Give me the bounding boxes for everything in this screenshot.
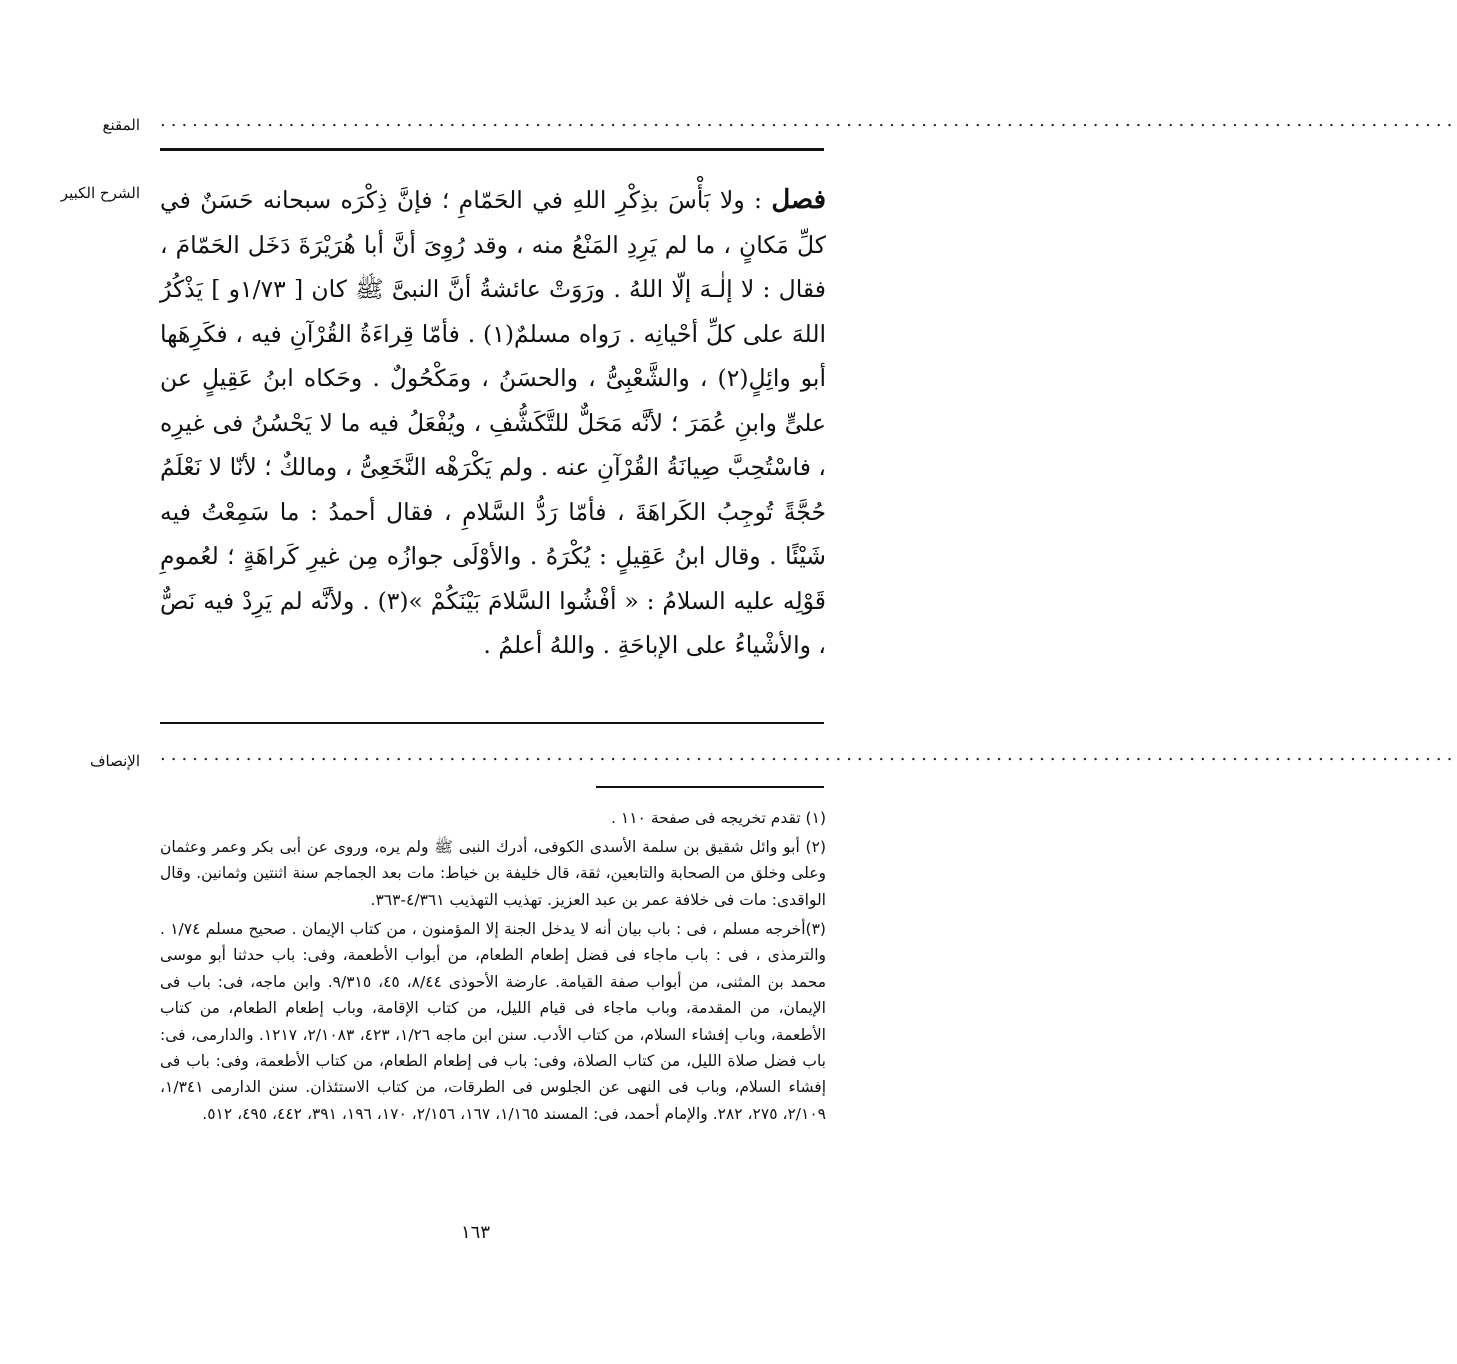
main-body-text: : ولا بَأْسَ بذِكْرِ اللهِ في الحَمّامِ ؛ فإنَّ ذِكْرَه سبحانه حَسَنٌ في كلِّ مَكانٍ ، ما لم يَرِدِ المَنْعُ منه ، وقد رُوِىَ أنَّ أبا هُرَيْرَةَ دَخَل الحَمّامَ ، فقال : لا إلٰـهَ إلّا اللهُ . ورَوَتْ عائشةُ أنَّ النبىَّ ﷺ كان [ ١/٧٣و ] يَذْكُرُ اللهَ على كلِّ أحْيانِه . رَواه مسلمٌ(١) . فأمّا قِراءَةُ القُرْآنِ فيه ، فكَرِهَها أبو وائِلٍ(٢) ، والشَّعْبِىُّ ، والحسَنُ ، ومَكْحُولٌ . وحَكاه ابنُ عَقِيلٍ عن علىٍّ وابنِ عُمَرَ ؛ لأنَّه مَحَلٌّ للتَّكَشُّفِ ، ويُفْعَلُ فيه ما لا يَحْسُنُ فى غيرِه ، فاسْتُحِبَّ صِيانَةُ القُرْآنِ عنه . ولم يَكْرَهْه النَّخَعِىُّ ، ومالكٌ ؛ لأنّا لا نَعْلَمُ حُجَّةً تُوجِبُ الكَراهَةَ ، فأمّا رَدُّ السَّلامِ ، فقال أحمدُ : ما سَمِعْتُ فيه شَيْئًا . وقال ابنُ عَقِيلٍ : يُكْرَهُ . والأوْلَى جوازُه مِن غيرِ كَراهَةٍ ؛ لعُمومِ قَوْلِه عليه السلامُ : « أفْشُوا السَّلامَ بَيْنَكُمْ »(٣) . ولأنَّه لم يَرِدْ فيه نَصٌّ ، والأشْياءُ على الإباحَةِ . واللهُ أعلمُ . — [160, 186, 827, 659]
margin-label-sharh-kabir: الشرح الكبير — [60, 184, 140, 202]
footnote-1: (١) تقدم تخريجه فى صفحة ١١٠ . — [611, 809, 826, 827]
section-heading: فصل — [771, 185, 826, 215]
footnote-2: (٢) أبو وائل شقيق بن سلمة الأسدى الكوفى، أدرك النبى ﷺ ولم يره، وروى عن أبى بكر وعمر وعثمان وعلى وخلق من الصحابة والتابعين، ثقة، قال خليفة بن خياط: مات بعد الجماجم سنة اثنتين وثمانين. وقال الواقدى: مات فى خلافة عمر بن عبد العزيز. تهذيب التهذيب ٤/٣٦١-٣٦٣. — [160, 838, 826, 909]
main-text — [160, 178, 826, 668]
margin-label-insaf: الإنصاف — [89, 752, 140, 770]
footnote-3: (٣)أخرجه مسلم ، فى : باب بيان أنه لا يدخل الجنة إلا المؤمنون ، من كتاب الإيمان . صحيح مسلم ١/٧٤ . والترمذى ، فى : باب ماجاء فى فضل إطعام الطعام، من أبواب الأطعمة، وفى: باب حدثنا أبو موسى محمد بن المثنى، من أبواب صفة القيامة. عارضة الأحوذى ٨/٤٤، ٤٥، ٩/٣١٥. وابن ماجه، فى: باب فى الإيمان، من المقدمة، وباب ماجاء فى قيام الليل، من كتاب الإقامة، وباب إطعام الطعام، من كتاب الأطعمة، وباب إفشاء السلام، من كتاب الأدب. سنن ابن ماجه ١/٢٦، ٤٢٣، ٢/١٠٨٣، ١٢١٧. والدارمى، فى: باب فضل صلاة الليل، من كتاب الصلاة، وفى: باب فى إطعام الطعام، من كتاب الأطعمة، وفى: باب فى إفشاء السلام، وباب فى النهى عن الجلوس فى الطرقات، من كتاب الاستئذان. سنن الدارمى ١/٣٤١، ٢/١٠٩، ٢٧٥، ٢٨٢. والإمام أحمد، فى: المسند ١/١٦٥، ١٦٧، ٢/١٥٦، ١٧٠، ١٩٦، ٣٩١، ٤٤٢، ٤٩٥، ٥١٢. — [160, 920, 826, 1123]
divider-thin-middle — [160, 722, 824, 724]
divider-thick-top — [160, 148, 824, 151]
footnote-separator — [596, 786, 824, 788]
margin-label-muqni: المقنع — [102, 116, 140, 134]
dotted-line-top: ......................................................................................................................... — [160, 110, 1457, 131]
dotted-line-bottom: ......................................................................................................................... — [160, 744, 1457, 765]
page-number: ١٦٣ — [460, 1222, 490, 1243]
